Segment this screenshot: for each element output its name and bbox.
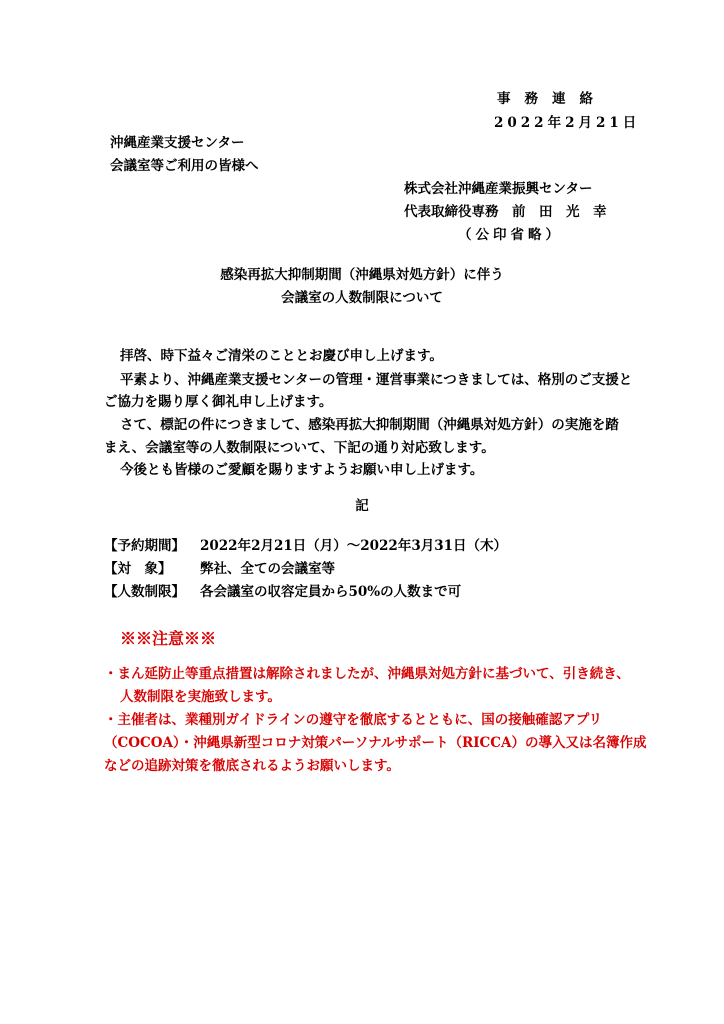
ki-marker: 記 — [355, 498, 369, 514]
notice-bullet-1-line-2: 人数制限を実施致します。 — [120, 689, 281, 705]
recipient-line-1: 沖縄産業支援センター — [110, 135, 245, 151]
notice-bullet-2-line-2: （COCOA）・沖縄県新型コロナ対策パーソナルサポート（RICCA）の導入又は名簿作成 — [104, 735, 647, 751]
seal-note: （公印省略） — [458, 227, 563, 243]
notice-bullet-1-line-1: ・まん延防止等重点措置は解除されましたが、沖縄県対処方針に基づいて、引き続き、 — [104, 666, 630, 682]
detail-label-capacity: 【人数制限】 — [104, 584, 185, 600]
detail-value-capacity: 各会議室の収容定員から50%の人数まで可 — [200, 584, 462, 600]
body-paragraph-4: 今後とも皆様のご愛顧を賜りますようお願い申し上げます。 — [120, 462, 484, 478]
doc-date: 2022年2月21日 — [494, 115, 641, 131]
detail-label-period: 【予約期間】 — [104, 538, 185, 554]
sender-name: 代表取締役専務 前 田 光 幸 — [404, 204, 607, 220]
body-paragraph-1: 拝啓、時下益々ご清栄のこととお慶び申し上げます。 — [120, 348, 443, 364]
document-title-line-1: 感染再拡大抑制期間（沖縄県対処方針）に伴う — [220, 267, 504, 283]
body-paragraph-2-line-2: ご協力を賜り厚く御礼申し上げます。 — [104, 394, 333, 410]
detail-value-target: 弊社、全ての会議室等 — [200, 561, 335, 577]
recipient-line-2: 会議室等ご利用の皆様へ — [110, 158, 259, 174]
body-paragraph-3-line-1: さて、標記の件につきまして、感染再拡大抑制期間（沖縄県対処方針）の実施を踏 — [120, 417, 619, 433]
notice-bullet-2-line-1: ・主催者は、業種別ガイドラインの遵守を徹底するとともに、国の接触確認アプリ — [104, 712, 603, 728]
notice-heading: ※※注意※※ — [120, 629, 217, 648]
doc-type-label: 事務連絡 — [497, 91, 607, 107]
body-paragraph-2-line-1: 平素より、沖縄産業支援センターの管理・運営事業につきましては、格別のご支援と — [120, 372, 633, 388]
sender-company: 株式会社沖縄産業振興センター — [404, 181, 593, 197]
body-paragraph-3-line-2: まえ、会議室等の人数制限について、下記の通り対応致します。 — [104, 440, 495, 456]
detail-value-period: 2022年2月21日（月）～2022年3月31日（木） — [200, 538, 508, 554]
detail-label-target: 【対 象】 — [104, 561, 172, 577]
document-title-line-2: 会議室の人数制限について — [281, 290, 443, 306]
notice-bullet-2-line-3: などの追跡対策を徹底されるようお願いします。 — [104, 758, 400, 774]
